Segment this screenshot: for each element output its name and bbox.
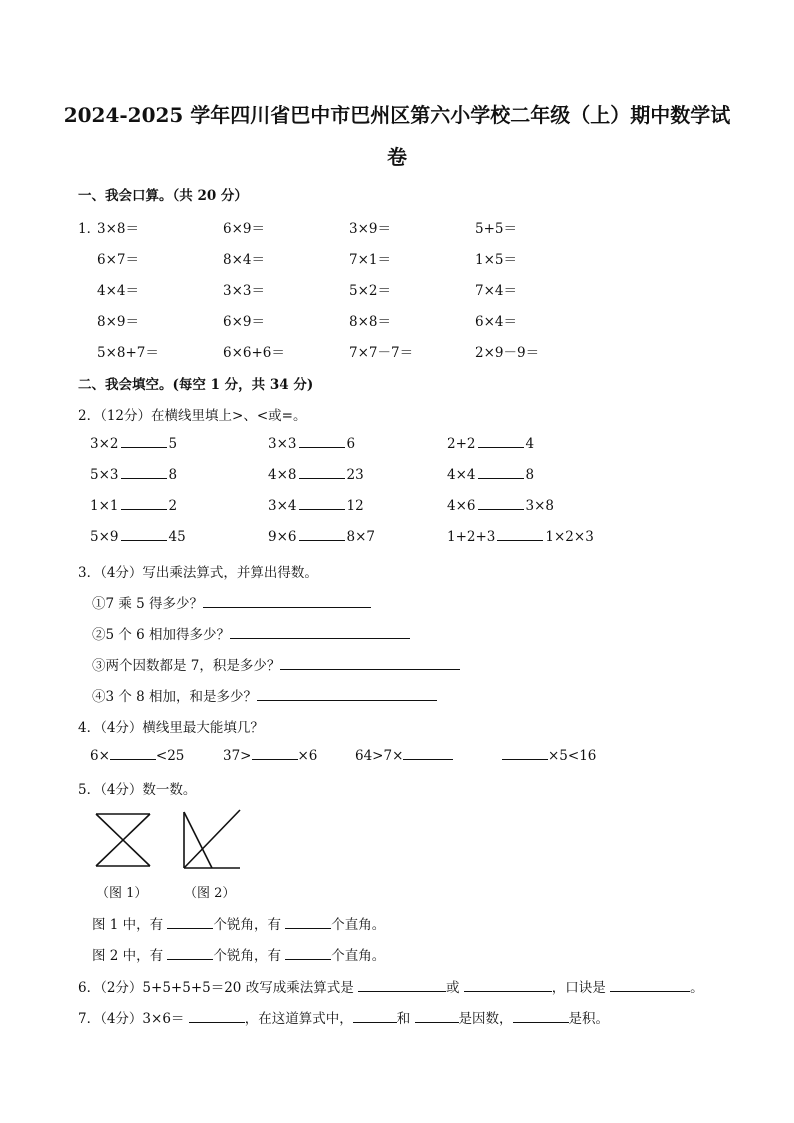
q1-expression: 8×4＝ [223, 252, 265, 268]
answer-blank[interactable] [257, 688, 437, 701]
q2-comparison [90, 497, 177, 514]
q2-right-operand: 8 [525, 467, 535, 483]
q2-right-operand: 45 [168, 529, 186, 545]
q2-left-operand: 3×2 [90, 436, 119, 452]
q2-left-operand: 4×8 [268, 467, 297, 483]
q3-item [92, 623, 410, 643]
answer-blank[interactable] [513, 1010, 569, 1023]
answer-blank[interactable] [478, 497, 524, 510]
q4-prefix: 64>7× [355, 748, 404, 764]
figure-1-caption: （图 1） [96, 886, 148, 901]
answer-blank[interactable] [299, 528, 345, 541]
answer-blank[interactable] [285, 916, 331, 929]
q1-expression: 6×9＝ [223, 221, 265, 237]
answer-blank[interactable] [110, 747, 156, 760]
title-line-1: 2024-2025 学年四川省巴中市巴州区第六小学校二年级（上）期中数学试 [63, 103, 731, 127]
q1-expression: 2×9－9＝ [475, 345, 540, 361]
figure-2-square-diagonals [180, 808, 244, 872]
answer-blank[interactable] [121, 435, 167, 448]
answer-blank[interactable] [464, 979, 552, 992]
q4-prefix: 37> [223, 748, 252, 764]
q2-left-operand: 2+2 [447, 436, 476, 452]
q2-left-operand: 5×3 [90, 467, 119, 483]
answer-blank[interactable] [189, 1010, 245, 1023]
q1-expression: 7×4＝ [475, 283, 517, 299]
q1-expression: 7×1＝ [349, 252, 391, 268]
answer-blank[interactable] [121, 528, 167, 541]
answer-blank[interactable] [299, 497, 345, 510]
q4-item [223, 747, 317, 764]
q5-line-2 [92, 944, 385, 964]
answer-blank[interactable] [230, 626, 410, 639]
answer-blank[interactable] [353, 1010, 397, 1023]
answer-blank[interactable] [285, 947, 331, 960]
answer-blank[interactable] [203, 595, 371, 608]
q3-item [92, 654, 460, 674]
q5-stem: 5．（4分）数一数。 [78, 782, 197, 798]
answer-blank[interactable] [252, 747, 298, 760]
q1-expression: 5×2＝ [349, 283, 391, 299]
q1-expression: 6×4＝ [475, 314, 517, 330]
q1-expression: 8×8＝ [349, 314, 391, 330]
q2-left-operand: 1×1 [90, 498, 119, 514]
q5-text: 个直角。 [331, 917, 386, 933]
q1-expression: 3×9＝ [349, 221, 391, 237]
q2-comparison [90, 466, 177, 483]
q3-item-text: ②5 个 6 相加得多少？ [92, 627, 231, 643]
answer-blank[interactable] [299, 435, 345, 448]
q1-expression: 6×7＝ [97, 252, 139, 268]
q5-text: 个锐角，有 [213, 917, 281, 933]
figure-1-hourglass [94, 808, 156, 870]
q2-right-operand: 8×7 [346, 529, 375, 545]
answer-blank[interactable] [478, 435, 524, 448]
answer-blank[interactable] [121, 497, 167, 510]
q2-right-operand: 23 [346, 467, 364, 483]
q3-item [92, 685, 437, 705]
q7-text: 是因数， [458, 1011, 513, 1027]
q3-stem: 3．（4分）写出乘法算式，并算出得数。 [78, 565, 318, 581]
q5-text: 图 1 中，有 [92, 917, 164, 933]
q2-left-operand: 5×9 [90, 529, 119, 545]
q3-item-text: ④3 个 8 相加，和是多少？ [92, 689, 258, 705]
q6-text: 6．（2分）5+5+5+5＝20 改写成乘法算式是 [78, 980, 354, 996]
q6-text: 或 [446, 980, 460, 996]
answer-blank[interactable] [403, 747, 453, 760]
answer-blank[interactable] [167, 947, 213, 960]
q2-right-operand: 4 [525, 436, 535, 452]
q2-left-operand: 9×6 [268, 529, 297, 545]
answer-blank[interactable] [415, 1010, 459, 1023]
q4-stem: 4．（4分）横线里最大能填几？ [78, 720, 264, 736]
q2-comparison [268, 435, 355, 452]
answer-blank[interactable] [121, 466, 167, 479]
q2-right-operand: 8 [168, 467, 178, 483]
q2-comparison [447, 528, 594, 545]
q1-expression: 6×9＝ [223, 314, 265, 330]
q1-number: 1． [78, 221, 101, 237]
q4-suffix: ×5<16 [548, 748, 597, 764]
q2-left-operand: 1+2+3 [447, 529, 496, 545]
q2-comparison [90, 435, 177, 452]
q2-right-operand: 2 [168, 498, 178, 514]
q2-right-operand: 1×2×3 [545, 529, 594, 545]
q7-text: 和 [396, 1011, 411, 1027]
answer-blank[interactable] [610, 979, 690, 992]
q2-right-operand: 3×8 [525, 498, 554, 514]
q2-right-operand: 12 [346, 498, 364, 514]
q1-expression: 8×9＝ [97, 314, 139, 330]
q2-left-operand: 4×4 [447, 467, 476, 483]
q2-stem: 2．（12分）在横线里填上>、<或=。 [78, 408, 307, 424]
q2-left-operand: 3×4 [268, 498, 297, 514]
q1-expression: 1×5＝ [475, 252, 517, 268]
q5-text: 图 2 中，有 [92, 948, 164, 964]
q2-left-operand: 3×3 [268, 436, 297, 452]
q2-right-operand: 6 [346, 436, 356, 452]
q2-comparison [447, 466, 534, 483]
page-title [60, 100, 734, 172]
q2-right-operand: 5 [168, 436, 178, 452]
answer-blank[interactable] [167, 916, 213, 929]
q1-expression: 3×3＝ [223, 283, 265, 299]
q1-expression: 5+5＝ [475, 221, 517, 237]
title-line-2: 卷 [387, 145, 407, 169]
q2-comparison [268, 466, 364, 483]
q7-text: ，在这道算式中， [244, 1011, 353, 1027]
q1-expression: 7×7－7＝ [349, 345, 414, 361]
q2-comparison [268, 528, 375, 545]
answer-blank[interactable] [280, 657, 460, 670]
q5-line-1 [92, 913, 385, 933]
q7 [78, 1007, 609, 1027]
q4-item [90, 747, 184, 764]
section-2-heading: 二、我会填空。(每空 1 分，共 34 分) [78, 377, 314, 393]
answer-blank[interactable] [497, 528, 543, 541]
q2-comparison [447, 497, 554, 514]
q7-text: 7．（4分）3×6＝ [78, 1011, 185, 1027]
q6 [78, 976, 704, 996]
q4-prefix: 6× [90, 748, 110, 764]
section-1-heading: 一、我会口算。（共 20 分） [78, 188, 248, 204]
q2-comparison [447, 435, 534, 452]
q2-comparison [268, 497, 364, 514]
q2-comparison [90, 528, 186, 545]
q1-expression: 6×6+6＝ [223, 345, 285, 361]
q5-text: 个直角。 [331, 948, 386, 964]
q7-text: 是积。 [568, 1011, 610, 1027]
q1-expression: 3×8＝ [97, 221, 139, 237]
answer-blank[interactable] [358, 979, 446, 992]
q1-expression: 5×8+7＝ [97, 345, 159, 361]
q6-text: ，口诀是 [551, 980, 606, 996]
answer-blank[interactable] [502, 747, 548, 760]
answer-blank[interactable] [299, 466, 345, 479]
answer-blank[interactable] [478, 466, 524, 479]
q4-suffix: ×6 [297, 748, 318, 764]
q2-left-operand: 4×6 [447, 498, 476, 514]
q3-item-text: ①7 乘 5 得多少？ [92, 596, 204, 612]
q1-expression: 4×4＝ [97, 283, 139, 299]
q3-item-text: ③两个因数都是 7，积是多少？ [92, 658, 281, 674]
q6-text: 。 [690, 980, 704, 996]
q3-item [92, 592, 371, 612]
q4-suffix: <25 [155, 748, 185, 764]
figure-2-caption: （图 2） [184, 886, 236, 901]
q4-item [355, 747, 453, 764]
q4-item [502, 747, 596, 764]
q5-text: 个锐角，有 [213, 948, 281, 964]
